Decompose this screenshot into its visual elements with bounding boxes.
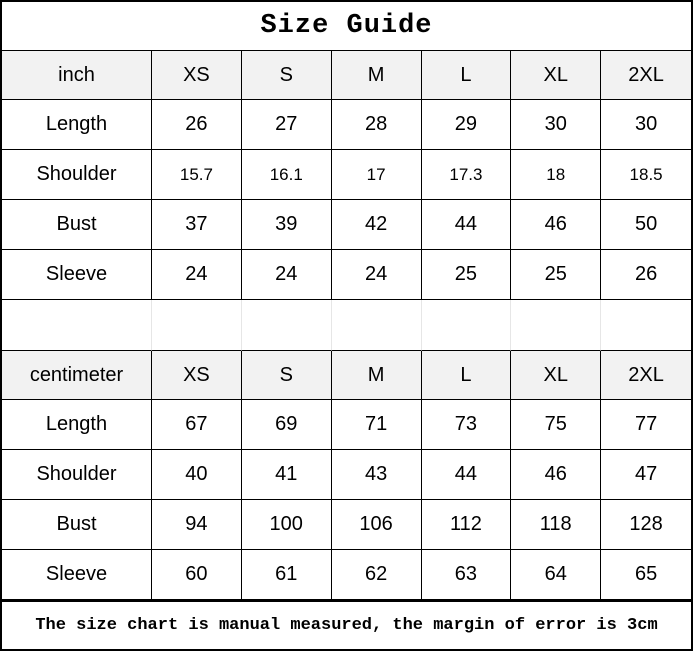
value-cell: 44 [422, 450, 512, 500]
row-label-shoulder: Shoulder [2, 150, 152, 200]
spacer-cell [422, 300, 512, 351]
value-cell: 46 [511, 200, 601, 250]
row-label-bust: Bust [2, 500, 152, 550]
size-header-xs: XS [152, 351, 242, 400]
value-cell: 64 [511, 550, 601, 600]
value-cell: 18.5 [601, 150, 691, 200]
footer-note: The size chart is manual measured, the margin of error is 3cm [2, 600, 691, 649]
spacer-cell [511, 300, 601, 351]
value-cell: 43 [332, 450, 422, 500]
value-cell: 73 [422, 400, 512, 450]
value-cell: 77 [601, 400, 691, 450]
value-cell: 18 [511, 150, 601, 200]
row-label-length: Length [2, 100, 152, 150]
size-header-m: M [332, 51, 422, 100]
size-header-m: M [332, 351, 422, 400]
value-cell: 94 [152, 500, 242, 550]
value-cell: 24 [242, 250, 332, 300]
value-cell: 29 [422, 100, 512, 150]
value-cell: 44 [422, 200, 512, 250]
value-cell: 42 [332, 200, 422, 250]
spacer-row [2, 300, 691, 351]
value-cell: 60 [152, 550, 242, 600]
spacer-cell [601, 300, 691, 351]
value-cell: 46 [511, 450, 601, 500]
value-cell: 112 [422, 500, 512, 550]
value-cell: 69 [242, 400, 332, 450]
value-cell: 118 [511, 500, 601, 550]
size-header-xs: XS [152, 51, 242, 100]
centimeter-table [2, 351, 691, 600]
size-header-l: L [422, 51, 512, 100]
value-cell: 41 [242, 450, 332, 500]
value-cell: 24 [332, 250, 422, 300]
spacer-cell [242, 300, 332, 351]
value-cell: 67 [152, 400, 242, 450]
value-cell: 71 [332, 400, 422, 450]
size-header-2xl: 2XL [601, 351, 691, 400]
size-header-2xl: 2XL [601, 51, 691, 100]
value-cell: 50 [601, 200, 691, 250]
value-cell: 17 [332, 150, 422, 200]
spacer-cell [2, 300, 152, 351]
value-cell: 27 [242, 100, 332, 150]
value-cell: 28 [332, 100, 422, 150]
value-cell: 47 [601, 450, 691, 500]
value-cell: 128 [601, 500, 691, 550]
value-cell: 39 [242, 200, 332, 250]
value-cell: 30 [601, 100, 691, 150]
spacer-cell [332, 300, 422, 351]
size-header-s: S [242, 351, 332, 400]
value-cell: 61 [242, 550, 332, 600]
value-cell: 106 [332, 500, 422, 550]
value-cell: 30 [511, 100, 601, 150]
cm-unit-header: centimeter [2, 351, 152, 400]
spacer-cell [152, 300, 242, 351]
page-title: Size Guide [2, 2, 691, 51]
size-header-s: S [242, 51, 332, 100]
value-cell: 15.7 [152, 150, 242, 200]
row-label-length: Length [2, 400, 152, 450]
inch-unit-header: inch [2, 51, 152, 100]
size-header-l: L [422, 351, 512, 400]
value-cell: 25 [422, 250, 512, 300]
value-cell: 16.1 [242, 150, 332, 200]
value-cell: 17.3 [422, 150, 512, 200]
row-label-shoulder: Shoulder [2, 450, 152, 500]
value-cell: 26 [152, 100, 242, 150]
value-cell: 62 [332, 550, 422, 600]
inch-table [2, 51, 691, 300]
value-cell: 75 [511, 400, 601, 450]
row-label-sleeve: Sleeve [2, 250, 152, 300]
value-cell: 25 [511, 250, 601, 300]
row-label-bust: Bust [2, 200, 152, 250]
value-cell: 24 [152, 250, 242, 300]
value-cell: 26 [601, 250, 691, 300]
value-cell: 37 [152, 200, 242, 250]
row-label-sleeve: Sleeve [2, 550, 152, 600]
size-header-xl: XL [511, 351, 601, 400]
value-cell: 40 [152, 450, 242, 500]
value-cell: 63 [422, 550, 512, 600]
value-cell: 100 [242, 500, 332, 550]
value-cell: 65 [601, 550, 691, 600]
size-header-xl: XL [511, 51, 601, 100]
